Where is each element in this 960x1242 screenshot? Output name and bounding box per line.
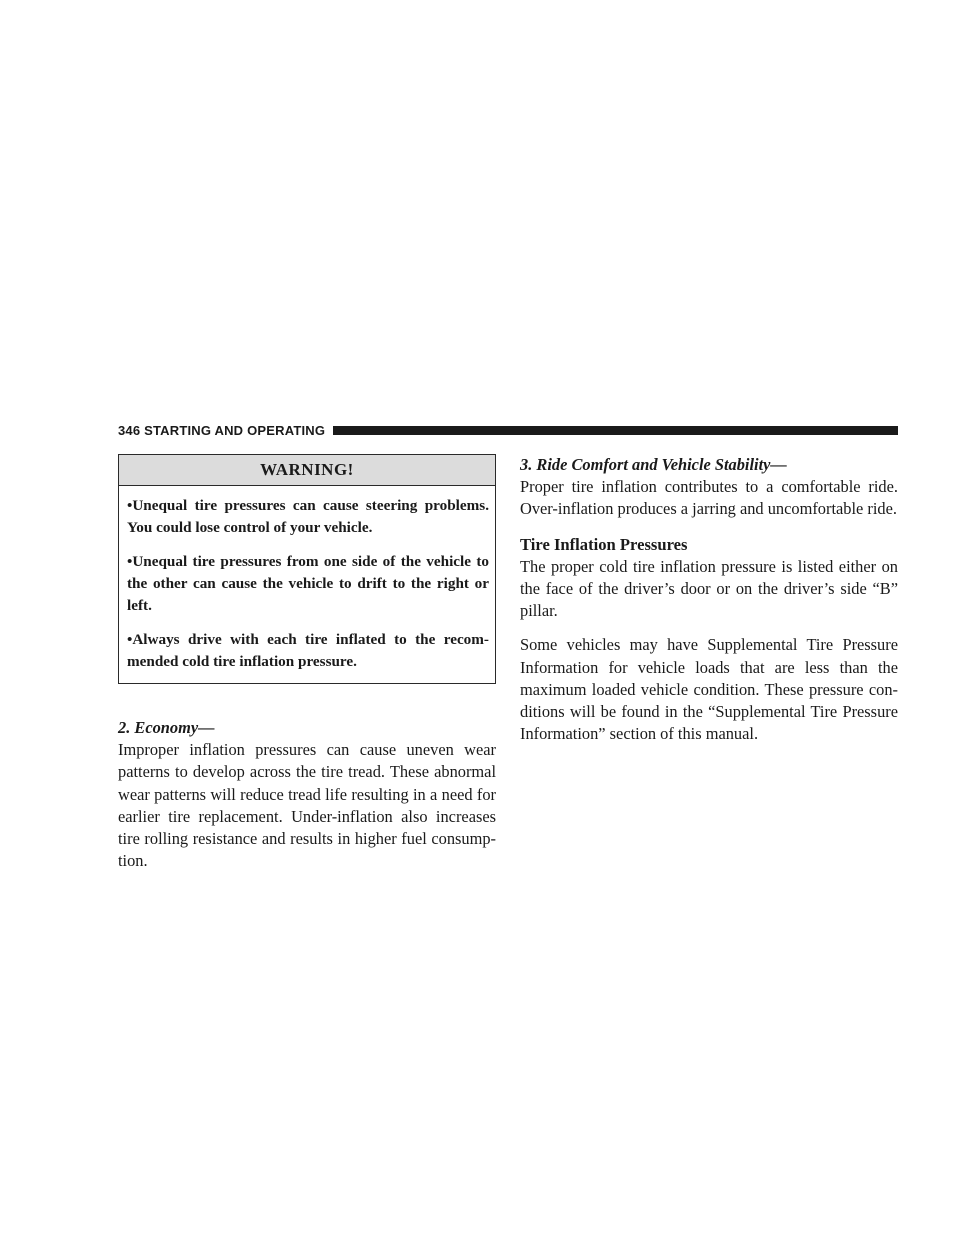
warning-item: •Always drive with each tire inflated to the recom- mended cold tire inflation pressure. (127, 631, 489, 670)
warning-title: WARNING! (119, 455, 495, 486)
page-number-and-section: 346 STARTING AND OPERATING (118, 422, 326, 438)
warning-box (118, 454, 496, 684)
warning-body (119, 486, 495, 683)
left-column (118, 454, 496, 872)
warning-item: •Unequal tire pressures from one side of the vehicle to the other can cause the vehicle to drift to the right or left. (127, 553, 489, 614)
ride-comfort-paragraph: Proper tire inflation contributes to a comfortable ride. Over-inflation produces a jarring and uncomfortable ride. (520, 477, 898, 519)
right-column (520, 454, 898, 745)
supplemental-pressure-paragraph: Some vehicles may have Supplemental Tire Pressure Information for vehicle loads that are less than the maximum loaded vehicle condition. These pressure con- ditions will be found in the “Supplemental Tire Pressure Information” section of this manual. (520, 635, 898, 744)
tire-inflation-paragraph: The proper cold tire inflation pressure is listed either on the face of the driver’s door or on the driver’s side “B” pillar. (520, 556, 898, 621)
page-header (118, 420, 898, 440)
header-rule (333, 426, 898, 435)
ride-comfort-heading: 3. Ride Comfort and Vehicle Stability— (520, 455, 787, 474)
warning-item: •Unequal tire pressures can cause steering problems. You could lose control of your vehicle. (127, 497, 489, 536)
economy-paragraph: Improper inflation pressures can cause uneven wear patterns to develop across the tire tread. These abnormal wear patterns will reduce tread life resulting in a need for earlier tire replacement. Under-inflation also increases tire rolling resistance and results in higher fuel consump- tion. (118, 740, 496, 871)
economy-heading: 2. Economy— (118, 718, 215, 737)
tire-inflation-heading: Tire Inflation Pressures (520, 534, 688, 554)
